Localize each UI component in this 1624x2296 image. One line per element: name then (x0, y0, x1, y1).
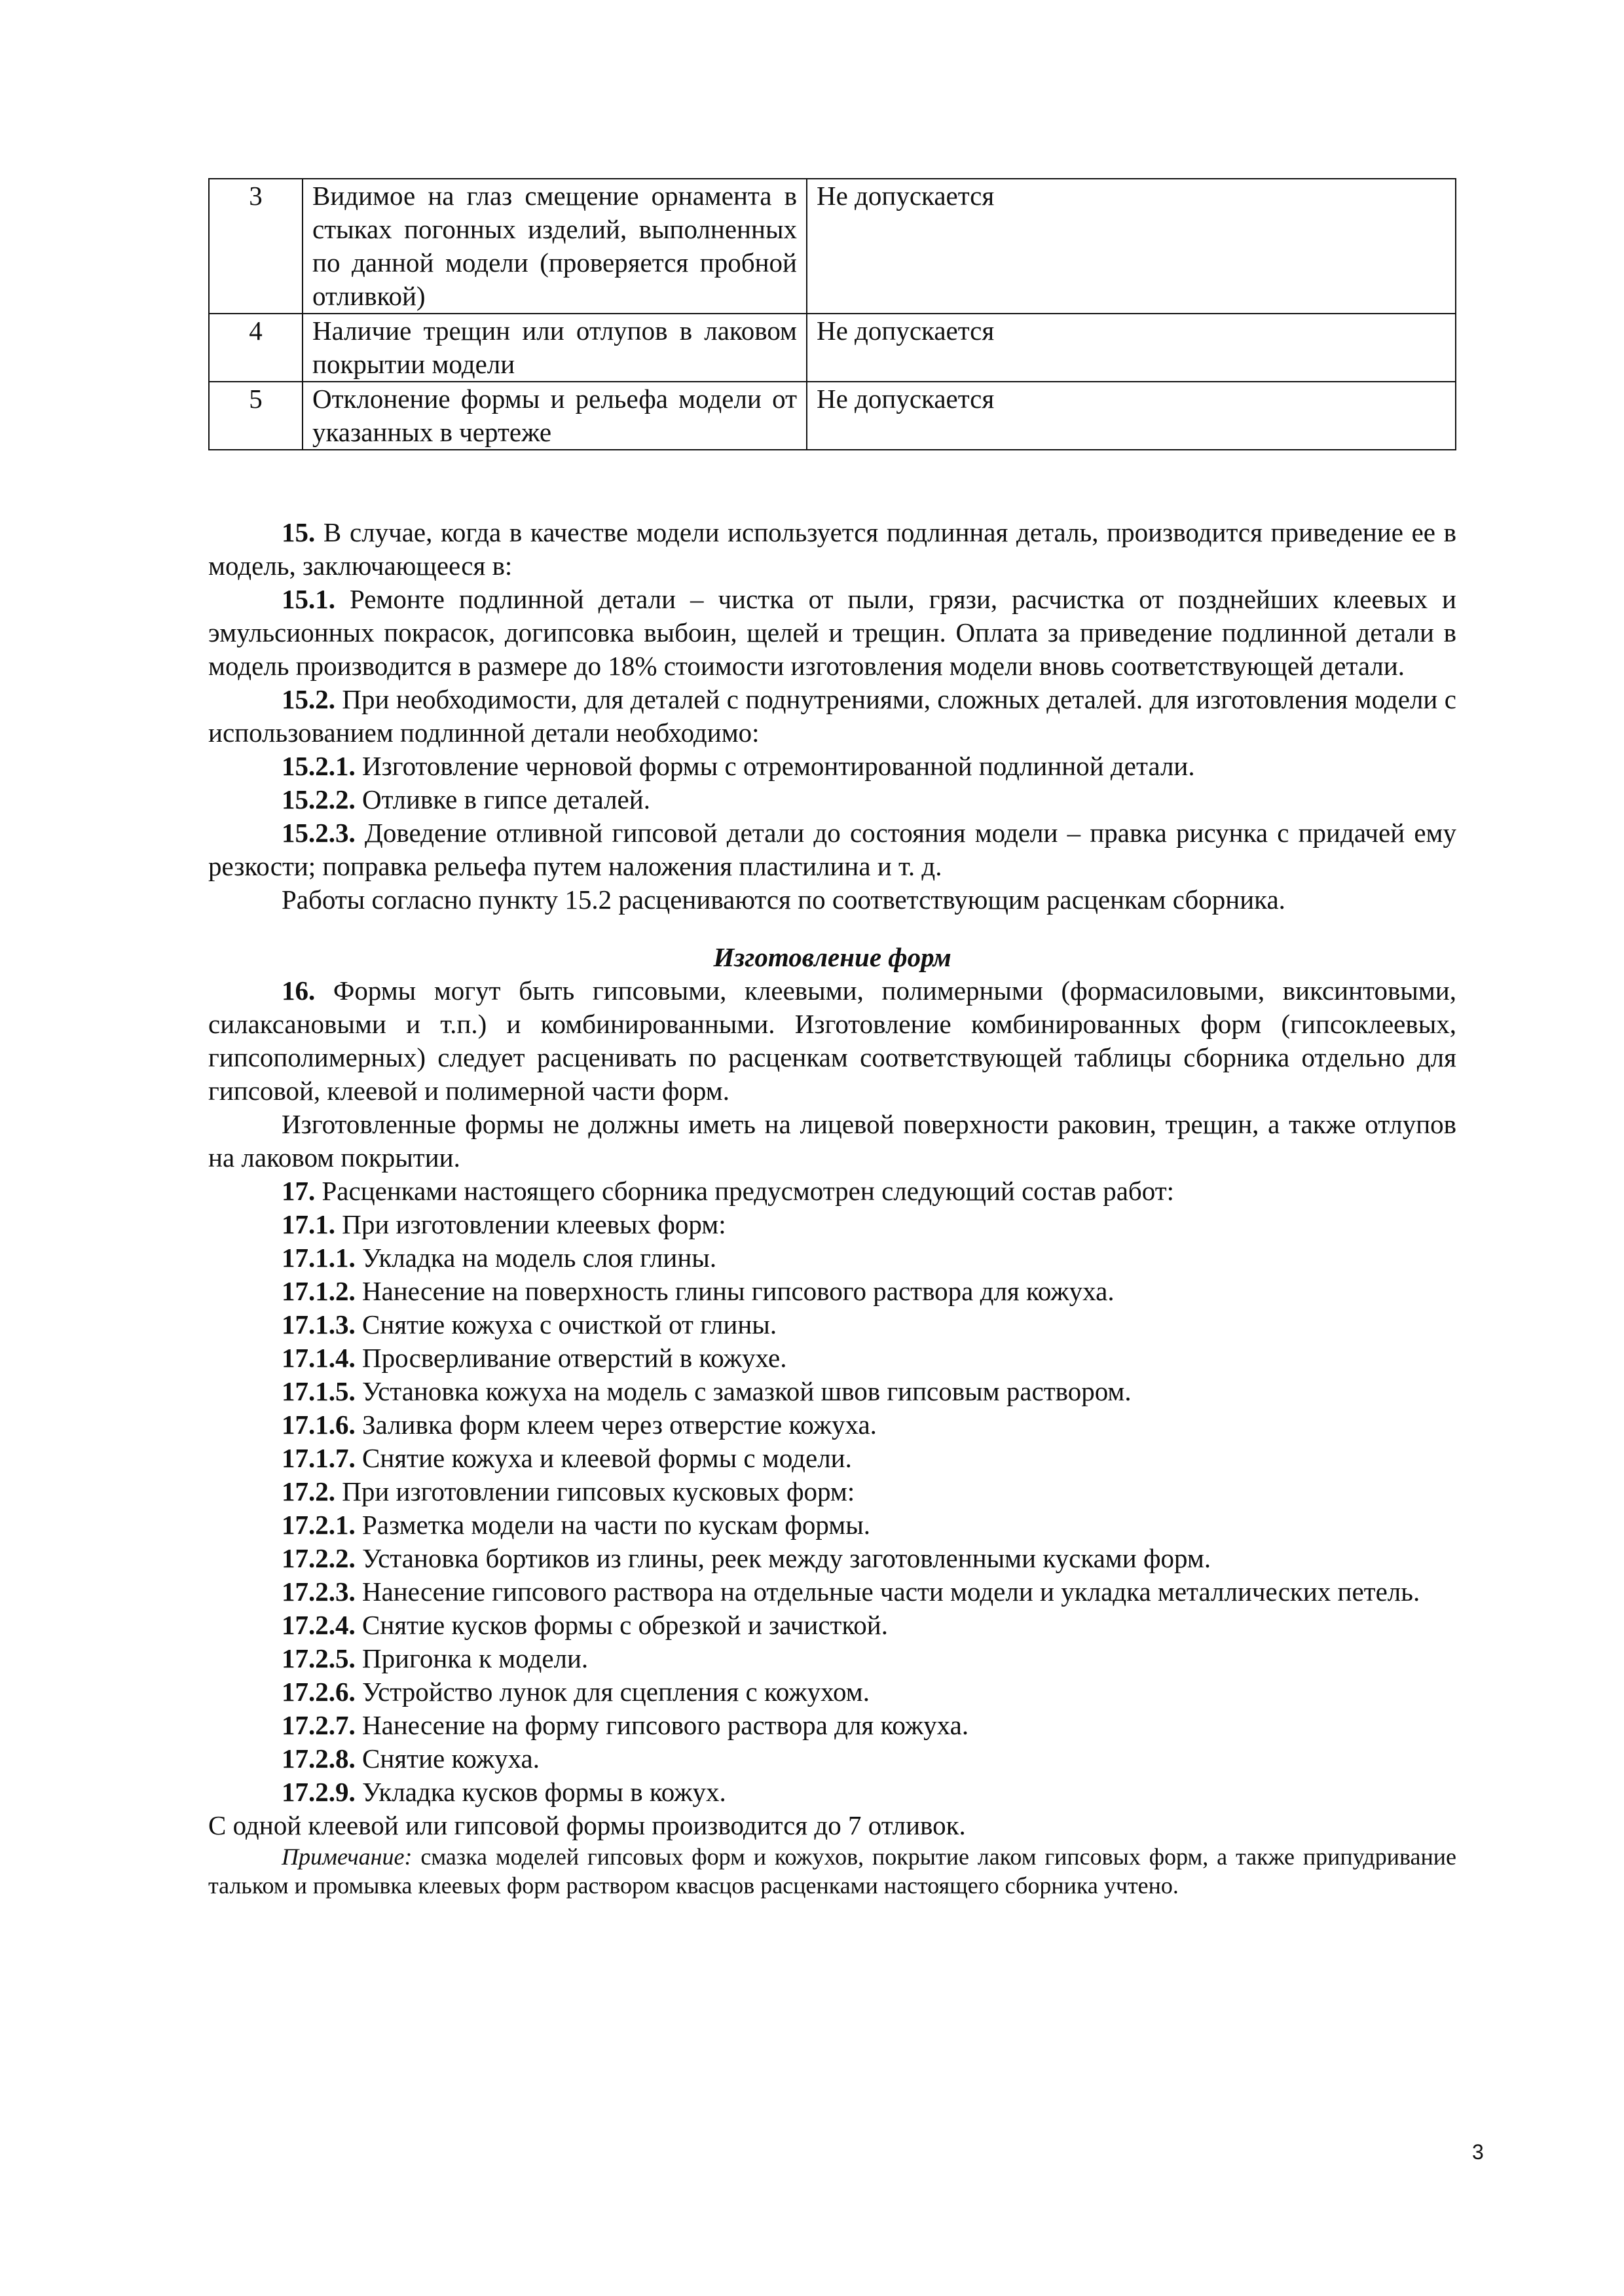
clause-number: 15.2.3. (282, 818, 356, 848)
clause-number: 17.1.1. (282, 1243, 356, 1273)
note-text: смазка моделей гипсовых форм и кожухов, покрытие лаком гипсовых форм, а также припудривание тальком и промывка клеевых форм раствором квасцов расценками настоящего сборника учтено. (208, 1844, 1456, 1899)
clause-number: 17.1.4. (282, 1343, 356, 1373)
row-number: 4 (209, 314, 303, 382)
clause-number: 17.2.7. (282, 1710, 356, 1740)
clause-17-2-4 (208, 1609, 1456, 1642)
clause-17-1-7 (208, 1442, 1456, 1475)
clause-17-2-8 (208, 1742, 1456, 1776)
clause-text: Снятие кожуха и клеевой формы с модели. (355, 1443, 852, 1473)
clause-17-2-7 (208, 1709, 1456, 1742)
clause-number: 17.1.3. (282, 1309, 356, 1339)
clause-number: 17.1.6. (282, 1410, 356, 1440)
clause-text: Просверливание отверстий в кожухе. (355, 1343, 787, 1373)
clause-number: 17.2.6. (282, 1677, 356, 1707)
clause-text: Нанесение гипсового раствора на отдельные части модели и укладка металлических петель. (355, 1576, 1420, 1607)
clause-15-2 (208, 683, 1456, 750)
table-row (209, 382, 1456, 450)
table-row (209, 314, 1456, 382)
clause-text: При необходимости, для деталей с поднутрениями, сложных деталей. для изготовления модели с использованием подлинной детали необходимо: (208, 684, 1456, 748)
clause-text: Установка бортиков из глины, реек между заготовленными кусками форм. (355, 1543, 1211, 1573)
clause-text: Ремонте подлинной детали – чистка от пыли, грязи, расчистка от позднейших клеевых и эмульсионных покрасок, догипсовка выбоин, щелей и трещин. Оплата за приведение подлинной детали в модель производится в размере до 18% стоимости изготовления модели вновь соответствующей детали. (208, 584, 1456, 681)
clause-text: Изготовление черновой формы с отремонтированной подлинной детали. (355, 751, 1195, 781)
clause-text: В случае, когда в качестве модели используется подлинная деталь, производится приведение ее в модель, заключающееся в: (208, 517, 1456, 581)
clause-number: 15.2. (282, 684, 335, 714)
clause-number: 17.1.7. (282, 1443, 356, 1473)
clause-number: 15. (282, 517, 316, 547)
clause-number: 16. (282, 975, 316, 1006)
page-number: 3 (1472, 2140, 1484, 2164)
clause-number: 17.2.2. (282, 1543, 356, 1573)
clause-text: Доведение отливной гипсовой детали до состояния модели – правка рисунка с придачей ему резкости; поправка рельефа путем наложения пластилина и т. д. (208, 818, 1456, 881)
clause-text: Пригонка к модели. (355, 1643, 589, 1673)
castings-statement: С одной клеевой или гипсовой формы производится до 7 отливок. (208, 1810, 966, 1840)
clause-text: Заливка форм клеем через отверстие кожуха. (355, 1410, 877, 1440)
clause-number: 17.2.9. (282, 1777, 356, 1807)
clause-number: 17.2.5. (282, 1643, 356, 1673)
clause-17-2-5 (208, 1642, 1456, 1675)
requirements-table (208, 178, 1456, 450)
note-paragraph (208, 1842, 1456, 1900)
table-row (209, 179, 1456, 314)
clause-text: Укладка кусков формы в кожух. (355, 1777, 726, 1807)
clause-17-1-4 (208, 1341, 1456, 1375)
clause-17-2-1 (208, 1508, 1456, 1542)
clause-text: Укладка на модель слоя глины. (355, 1243, 717, 1273)
clause-number: 17.2.1. (282, 1510, 356, 1540)
clause-17-1-1 (208, 1241, 1456, 1275)
clause-number: 17.2. (282, 1476, 335, 1506)
clause-16 (208, 974, 1456, 1108)
row-description: Наличие трещин или отлупов в лаковом покрытии модели (303, 314, 807, 382)
clause-number: 17.1.5. (282, 1376, 356, 1406)
clause-number: 17.2.3. (282, 1576, 356, 1607)
row-number: 3 (209, 179, 303, 314)
clause-15-note: Работы согласно пункту 15.2 расцениваются по соответствующим расценкам сборника. (282, 884, 1285, 915)
clause-15 (208, 516, 1456, 583)
clause-number: 17.2.8. (282, 1743, 356, 1774)
clause-text: Нанесение на форму гипсового раствора для кожуха. (355, 1710, 969, 1740)
clause-text: Расценками настоящего сборника предусмотрен следующий состав работ: (315, 1176, 1175, 1206)
clause-17-1-5 (208, 1375, 1456, 1408)
document-body (208, 516, 1456, 1900)
clause-number: 17. (282, 1176, 316, 1206)
row-description: Видимое на глаз смещение орнамента в стыках погонных изделий, выполненных по данной модели (проверяется пробной отливкой) (303, 179, 807, 314)
clause-17-2-2 (208, 1542, 1456, 1575)
clause-text: Устройство лунок для сцепления с кожухом. (355, 1677, 870, 1707)
clause-text: Снятие кусков формы с обрезкой и зачисткой. (355, 1610, 889, 1640)
clause-text: При изготовлении клеевых форм: (335, 1209, 726, 1239)
clause-15-1 (208, 583, 1456, 683)
row-value: Не допускается (807, 314, 1456, 382)
clause-17-1-2 (208, 1275, 1456, 1308)
row-description: Отклонение формы и рельефа модели от указанных в чертеже (303, 382, 807, 450)
clause-text: Формы могут быть гипсовыми, клеевыми, полимерными (формасиловыми, виксинтовыми, силаксановыми и т.п.) и комбинированными. Изготовление комбинированных форм (гипсоклеевых, гипсополимерных) следует расценивать по расценкам соответствующей таблицы сборника отдельно для гипсовой, клеевой и полимерной части форм. (208, 975, 1456, 1106)
clause-15-2-3 (208, 816, 1456, 883)
clause-number: 17.1.2. (282, 1276, 356, 1306)
note-label: Примечание: (282, 1844, 413, 1870)
clause-17-1-6 (208, 1408, 1456, 1442)
row-value: Не допускается (807, 382, 1456, 450)
section-heading: Изготовление форм (713, 942, 951, 972)
clause-17-2 (208, 1475, 1456, 1508)
clause-17-1-3 (208, 1308, 1456, 1341)
clause-17-2-3 (208, 1575, 1456, 1609)
clause-text: Отливке в гипсе деталей. (355, 784, 650, 814)
clause-text: Установка кожуха на модель с замазкой швов гипсовым раствором. (355, 1376, 1132, 1406)
clause-15-2-2 (208, 783, 1456, 816)
clause-text: Разметка модели на части по кускам формы. (355, 1510, 871, 1540)
clause-15-2-1 (208, 750, 1456, 783)
clause-number: 17.2.4. (282, 1610, 356, 1640)
row-value: Не допускается (807, 179, 1456, 314)
clause-number: 15.1. (282, 584, 335, 614)
clause-text: При изготовлении гипсовых кусковых форм: (335, 1476, 855, 1506)
clause-17-2-9 (208, 1776, 1456, 1809)
clause-number: 17.1. (282, 1209, 335, 1239)
clause-number: 15.2.2. (282, 784, 356, 814)
clause-16-b: Изготовленные формы не должны иметь на лицевой поверхности раковин, трещин, а также отлупов на лаковом покрытии. (208, 1109, 1456, 1173)
clause-number: 15.2.1. (282, 751, 356, 781)
clause-17-2-6 (208, 1675, 1456, 1709)
row-number: 5 (209, 382, 303, 450)
clause-17 (208, 1175, 1456, 1208)
clause-text: Снятие кожуха. (355, 1743, 540, 1774)
clause-text: Нанесение на поверхность глины гипсового раствора для кожуха. (355, 1276, 1115, 1306)
clause-text: Снятие кожуха с очисткой от глины. (355, 1309, 777, 1339)
clause-17-1 (208, 1208, 1456, 1241)
